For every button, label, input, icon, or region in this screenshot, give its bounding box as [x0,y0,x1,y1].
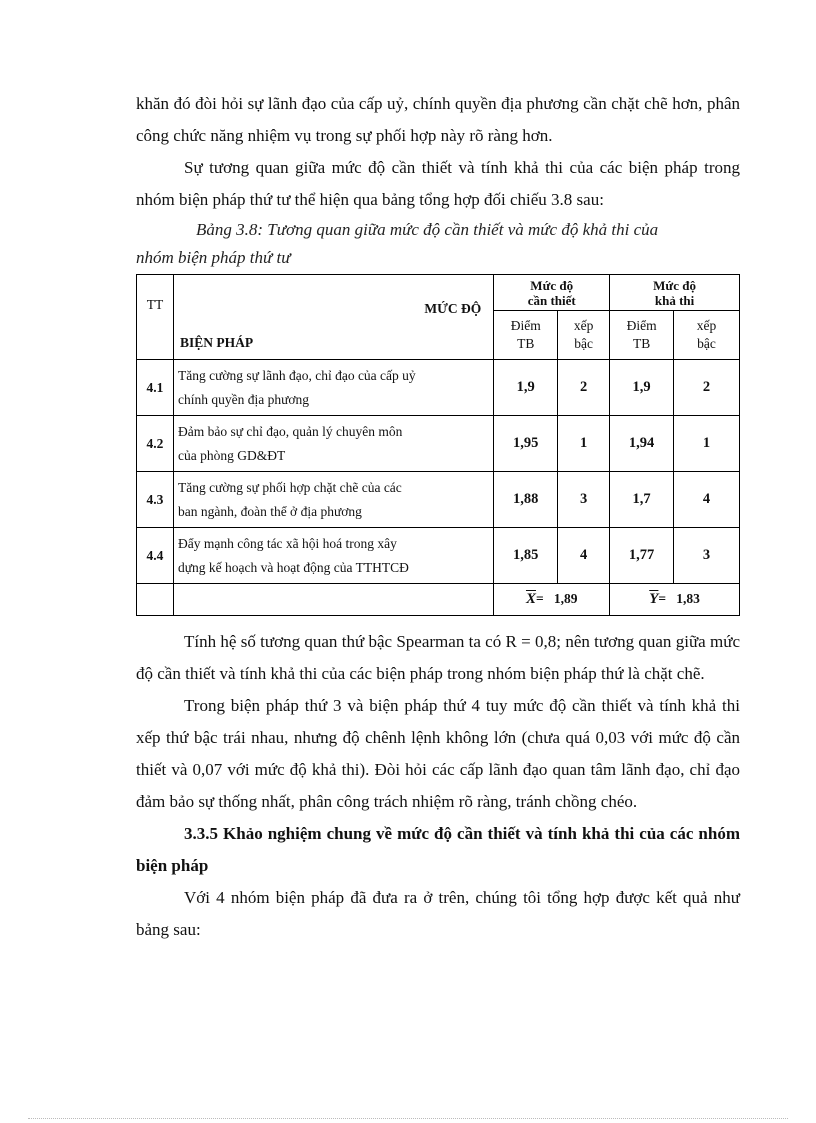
mean-empty-tt [137,584,174,616]
header-muc-do: MỨC ĐỘ [424,301,482,316]
subheader-diem-tb-2 [610,311,674,360]
row-ct-diem: 1,85 [494,528,558,584]
row-kt-xep: 1 [674,416,740,472]
caption-line-1: Bảng 3.8: Tương quan giữa mức độ cần thiết và mức độ khả thi của [196,220,659,239]
subheader-diem-tb-1 [494,311,558,360]
subheader-xep-bac-1 [558,311,610,360]
subheader-xep-word: xếp [573,318,594,334]
header-tt: TT [137,275,174,360]
table-row [137,360,740,416]
row-bien-phap [173,416,493,472]
row-tt: 4.4 [137,528,174,584]
row-tt: 4.3 [137,472,174,528]
subheader-tb-word: TB [517,336,535,352]
subheader-bac-word: bậc [697,336,716,352]
header-can-thiet [494,275,610,311]
paragraph-2: Sự tương quan giữa mức độ cần thiết và tính khả thi của các biện pháp trong nhóm biện pháp thứ tư thể hiện qua bảng tổng hợp đối chiếu 3.8 sau: [136,158,740,209]
row-text-line2: ban ngành, đoàn thể ở địa phương [177,503,362,519]
table-row [137,416,740,472]
subheader-tb-word: TB [632,336,651,352]
row-text-line2: dựng kế hoạch và hoạt động của TTHTCĐ [177,559,409,575]
row-tt: 4.1 [137,360,174,416]
mean-row [137,584,740,616]
subheader-xep-bac-2 [674,311,740,360]
row-ct-diem: 1,9 [494,360,558,416]
subheader-diem-word: Điểm [510,318,541,334]
x-bar-symbol: $\overline{X}$ [525,591,536,607]
header-bien-phap: BIỆN PHÁP [179,335,254,350]
row-text-line1: Đẩy mạnh công tác xã hội hoá trong xây [177,535,397,551]
table-row [137,528,740,584]
subheader-bac-word: bậc [574,336,594,352]
row-kt-diem: 1,7 [610,472,674,528]
page-bottom-rule [28,1118,788,1119]
row-text-line2: của phòng GD&ĐT [177,447,286,463]
row-kt-diem: 1,9 [610,360,674,416]
paragraph-1: khăn đó đòi hỏi sự lãnh đạo của cấp uỷ, chính quyền địa phương cần chặt chẽ hơn, phân công chức năng nhiệm vụ trong sự phối hợp này rõ ràng hơn. [136,94,740,145]
row-text-line2: chính quyền địa phương [177,391,310,407]
header-kha-thi-line1: Mức độ [653,277,696,293]
caption-line-2: nhóm biện pháp thứ tư [136,248,291,267]
row-ct-xep: 1 [558,416,610,472]
document-page [136,88,740,946]
mean-y: $\overline{Y}=$ 1,83 [610,584,740,616]
row-text-line1: Tăng cường sự phối hợp chặt chẽ của các [177,479,402,495]
row-text-line1: Tăng cường sự lãnh đạo, chỉ đạo của cấp uỷ [177,367,416,383]
table-row [137,472,740,528]
header-diagonal-cell [173,275,493,360]
row-ct-xep: 4 [558,528,610,584]
paragraph-3: Tính hệ số tương quan thứ bậc Spearman ta có R = 0,8; nên tương quan giữa mức độ cần thiết và tính khả thi của các biện pháp trong nhóm biện pháp thứ là chặt chẽ. [136,632,740,683]
table-caption [136,216,740,272]
row-ct-xep: 3 [558,472,610,528]
row-kt-diem: 1,77 [610,528,674,584]
row-kt-xep: 3 [674,528,740,584]
mean-empty-name [173,584,493,616]
mean-x-value: 1,89 [553,591,578,606]
header-can-thiet-line1: Mức độ [530,277,574,293]
row-kt-diem: 1,94 [610,416,674,472]
mean-x: $\overline{X}=$ 1,89 [494,584,610,616]
row-bien-phap [173,528,493,584]
paragraph-5: Với 4 nhóm biện pháp đã đưa ra ở trên, chúng tôi tổng hợp được kết quả như bảng sau: [136,888,740,939]
header-kha-thi [610,275,740,311]
section-heading-3-3-5: 3.3.5 Khảo nghiệm chung về mức độ cần thiết và tính khả thi của các nhóm biện pháp [136,824,740,875]
mean-y-value: 1,83 [676,591,700,606]
row-text-line1: Đảm bảo sự chỉ đạo, quản lý chuyên môn [177,423,403,439]
row-bien-phap [173,472,493,528]
table-3-8 [136,274,740,616]
header-kha-thi-line2: khả thi [654,292,695,308]
y-bar-symbol: $\overline{Y}$ [649,591,659,607]
row-ct-diem: 1,95 [494,416,558,472]
header-can-thiet-line2: cần thiết [527,292,576,308]
row-bien-phap [173,360,493,416]
row-tt: 4.2 [137,416,174,472]
row-kt-xep: 2 [674,360,740,416]
row-ct-diem: 1,88 [494,472,558,528]
paragraph-4: Trong biện pháp thứ 3 và biện pháp thứ 4 tuy mức độ cần thiết và tính khả thi xếp thứ bậc trái nhau, nhưng độ chênh lệnh không lớn (chưa quá 0,03 với mức độ cần thiết và 0,07 với mức độ khả thi). Đòi hỏi các cấp lãnh đạo quan tâm lãnh đạo, chỉ đạo đảm bảo sự thống nhất, phân công trách nhiệm rõ ràng, tránh chồng chéo. [136,696,740,811]
row-kt-xep: 4 [674,472,740,528]
subheader-diem-word: Điểm [626,318,657,334]
row-ct-xep: 2 [558,360,610,416]
subheader-xep-word: xếp [696,318,717,334]
